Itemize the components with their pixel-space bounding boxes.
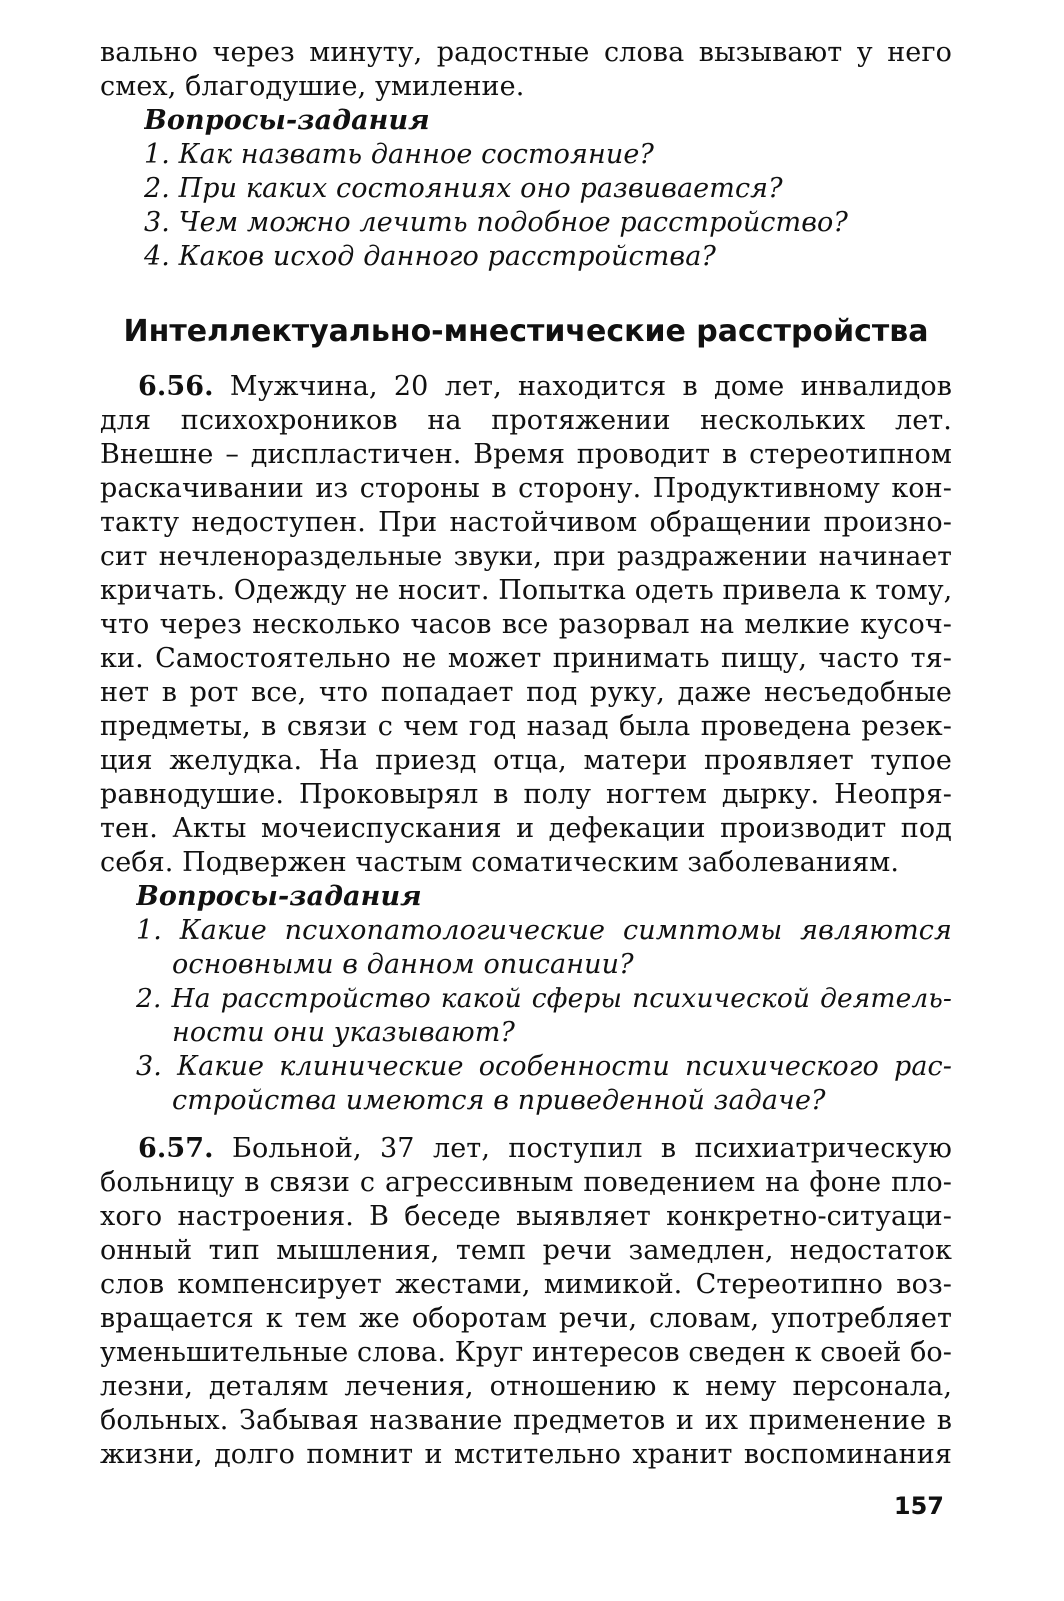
case-657-line-7: уменьшительные слова. Круг интересов сведен к своей бо- [100, 1337, 952, 1368]
case-657-line-1: Больной, 37 лет, поступил в психиатрическую [213, 1133, 952, 1164]
intro-question-2: 2. При каких состояниях оно развивается? [144, 173, 783, 204]
case-657-line-6: вращается к тем же оборотам речи, словам, употребляет [100, 1303, 952, 1334]
case-657-line-5: слов компенсирует жестами, мимикой. Стереотипно воз- [100, 1269, 952, 1300]
intro-question-1: 1. Как назвать данное состояние? [144, 139, 655, 170]
case-656-line-10: нет в рот все, что попадает под руку, даже несъедобные [100, 677, 952, 708]
case-656-line-2: для психохроников на протяжении нескольких лет. [100, 405, 952, 436]
case-657-line-10: жизни, долго помнит и мстительно хранит воспоминания [100, 1439, 952, 1470]
case-656-line-4: раскачивании из стороны в сторону. Продуктивному кон- [100, 473, 952, 504]
case-657-line-8: лезни, деталям лечения, отношению к нему персонала, [100, 1371, 952, 1402]
questions-title-656: Вопросы-задания [136, 881, 422, 912]
case-656-line-15: себя. Подвержен частым соматическим заболеваниям. [100, 847, 900, 878]
case-657-line-3: хого настроения. В беседе выявляет конкретно-ситуаци- [100, 1201, 952, 1232]
case-656-line-8: что через несколько часов все разорвал на мелкие кусоч- [100, 609, 952, 640]
page-number: 157 [893, 1492, 944, 1520]
intro-question-3: 3. Чем можно лечить подобное расстройство? [144, 207, 848, 238]
section-heading: Интеллектуально-мнестические расстройства [123, 314, 929, 349]
case-657-line-2: больницу в связи с агрессивным поведением на фоне пло- [100, 1167, 952, 1198]
case-656-line-9: ки. Самостоятельно не может принимать пищу, часто тя- [100, 643, 952, 674]
case-656-question-3-cont: стройства имеются в приведенной задаче? [172, 1085, 826, 1116]
questions-title-intro: Вопросы-задания [144, 105, 430, 136]
intro-question-4: 4. Каков исход данного расстройства? [144, 241, 716, 272]
case-656-number: 6.56. [138, 371, 214, 402]
case-656-line-1: Мужчина, 20 лет, находится в доме инвалидов [213, 371, 952, 402]
intro-line-2: смех, благодушие, умиление. [100, 71, 525, 102]
case-656-line-14: тен. Акты мочеиспускания и дефекации производит под [100, 813, 952, 844]
case-656-question-2: 2. На расстройство какой сферы психической деятель- [136, 983, 952, 1014]
case-656-question-3: 3. Какие клинические особенности психического рас- [136, 1051, 952, 1082]
case-656-question-1: 1. Какие психопатологические симптомы являются [136, 915, 952, 946]
case-656-line-12: ция желудка. На приезд отца, матери проявляет тупое [100, 745, 952, 776]
case-657-line-9: больных. Забывая название предметов и их применение в [100, 1405, 952, 1436]
case-656-question-2-cont: ности они указывают? [172, 1017, 516, 1048]
case-656-question-1-cont: основными в данном описании? [172, 949, 634, 980]
case-656-line-3: Внешне – диспластичен. Время проводит в стереотипном [100, 439, 952, 470]
case-656-line-6: сит нечленораздельные звуки, при раздражении начинает [100, 541, 952, 572]
case-656-first-line [138, 370, 952, 404]
case-657-line-4: онный тип мышления, темп речи замедлен, недостаток [100, 1235, 952, 1266]
case-657-number: 6.57. [138, 1133, 214, 1164]
intro-line-1: вально через минуту, радостные слова вызывают у него [100, 37, 952, 68]
case-656-line-11: предметы, в связи с чем год назад была проведена резек- [100, 711, 952, 742]
case-656-line-5: такту недоступен. При настойчивом обращении произно- [100, 507, 952, 538]
case-657-first-line [138, 1132, 952, 1166]
case-656-line-13: равнодушие. Проковырял в полу ногтем дырку. Неопря- [100, 779, 952, 810]
case-656-line-7: кричать. Одежду не носит. Попытка одеть привела к тому, [100, 575, 952, 606]
